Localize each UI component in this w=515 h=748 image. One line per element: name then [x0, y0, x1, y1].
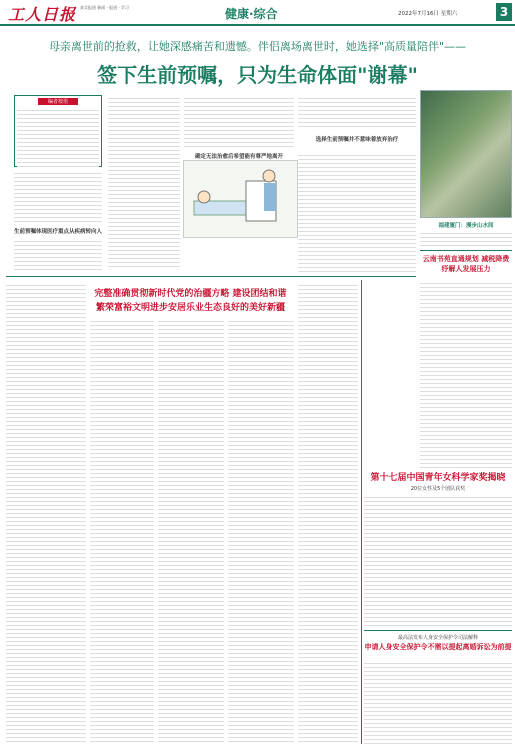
- divider: [364, 630, 512, 631]
- page-number: 3: [496, 3, 512, 21]
- lead-col-5: [298, 152, 416, 272]
- editor-note-text: [17, 107, 99, 167]
- story4-subhead: 20位女性及5个团队获奖: [410, 486, 466, 492]
- story2-headline: 云南书苑直通规划 减税降费纾解人发展压力: [422, 254, 510, 273]
- divider: [420, 250, 512, 251]
- story2-body: [420, 280, 512, 470]
- editor-note-box: [14, 95, 102, 167]
- story3-col-5: [298, 282, 358, 744]
- newspaper-logo: 工人日报: [8, 5, 77, 24]
- lead-kicker: 母亲离世前的抢救，让她深感痛苦和遗憾。伴侣离场离世时，她选择"高质量陪伴"——: [48, 40, 467, 53]
- masthead-sub-1: 真实报道: [80, 5, 96, 10]
- story4-headline: 第十七届中国青年女科学家奖揭晓: [370, 473, 506, 483]
- masthead: [0, 0, 515, 26]
- cartoon-drawing: [184, 161, 297, 237]
- photo-xiamen: [420, 90, 512, 218]
- lead-col-4: [298, 95, 416, 130]
- story3-headline-2: 繁荣富裕文明进步安居乐业生态良好的美好新疆: [95, 303, 285, 313]
- photo-caption: 福建厦门：漫步山水间: [438, 223, 494, 229]
- lead-headline: 签下生前预嘱，只为生命体面"谢幕": [97, 63, 418, 87]
- story3-headline-1: 完整准确贯彻新时代党的治疆方略 建设团结和谐: [94, 289, 287, 299]
- editor-note-title: 编者按语: [38, 98, 78, 105]
- story3-col-4: [228, 318, 294, 744]
- photo-text: [420, 230, 512, 248]
- lead-subhead-3: 选择生前预嘱并不意味着放弃治疗: [315, 137, 399, 143]
- lead-col-3: [184, 95, 294, 157]
- lead-subhead-1: 生前预嘱体现医疗重点从疾病转向人: [14, 229, 102, 235]
- masthead-sub-2: 新闻 · 报道 · 学习: [97, 5, 129, 10]
- story3-col-3: [158, 318, 224, 744]
- masthead-subtitle: [80, 5, 160, 11]
- story3-col-1: [6, 282, 86, 744]
- lead-col-2: [108, 95, 180, 270]
- lead-col-1: [14, 170, 102, 270]
- story4-body: [364, 494, 512, 626]
- issue-date: 2022年7月16日 星期六: [398, 11, 458, 17]
- story5-body: [364, 660, 512, 744]
- story3-col-2: [90, 318, 154, 744]
- cartoon-illustration: [183, 160, 298, 238]
- story5-headline: 申请人身安全保护令不需以提起离婚诉讼为前提: [364, 642, 512, 651]
- body-text: [14, 238, 102, 270]
- divider: [361, 280, 362, 744]
- lead-subhead-2: 确定无法治愈后希望能有尊严地离开: [194, 154, 283, 160]
- subhead-wrap-3: [298, 132, 416, 146]
- section-title: 健康·综合: [225, 7, 278, 21]
- divider: [6, 276, 416, 277]
- body-text: [14, 170, 102, 224]
- story5-kicker: 最高法发布人身安全保护令司法解释: [397, 635, 478, 641]
